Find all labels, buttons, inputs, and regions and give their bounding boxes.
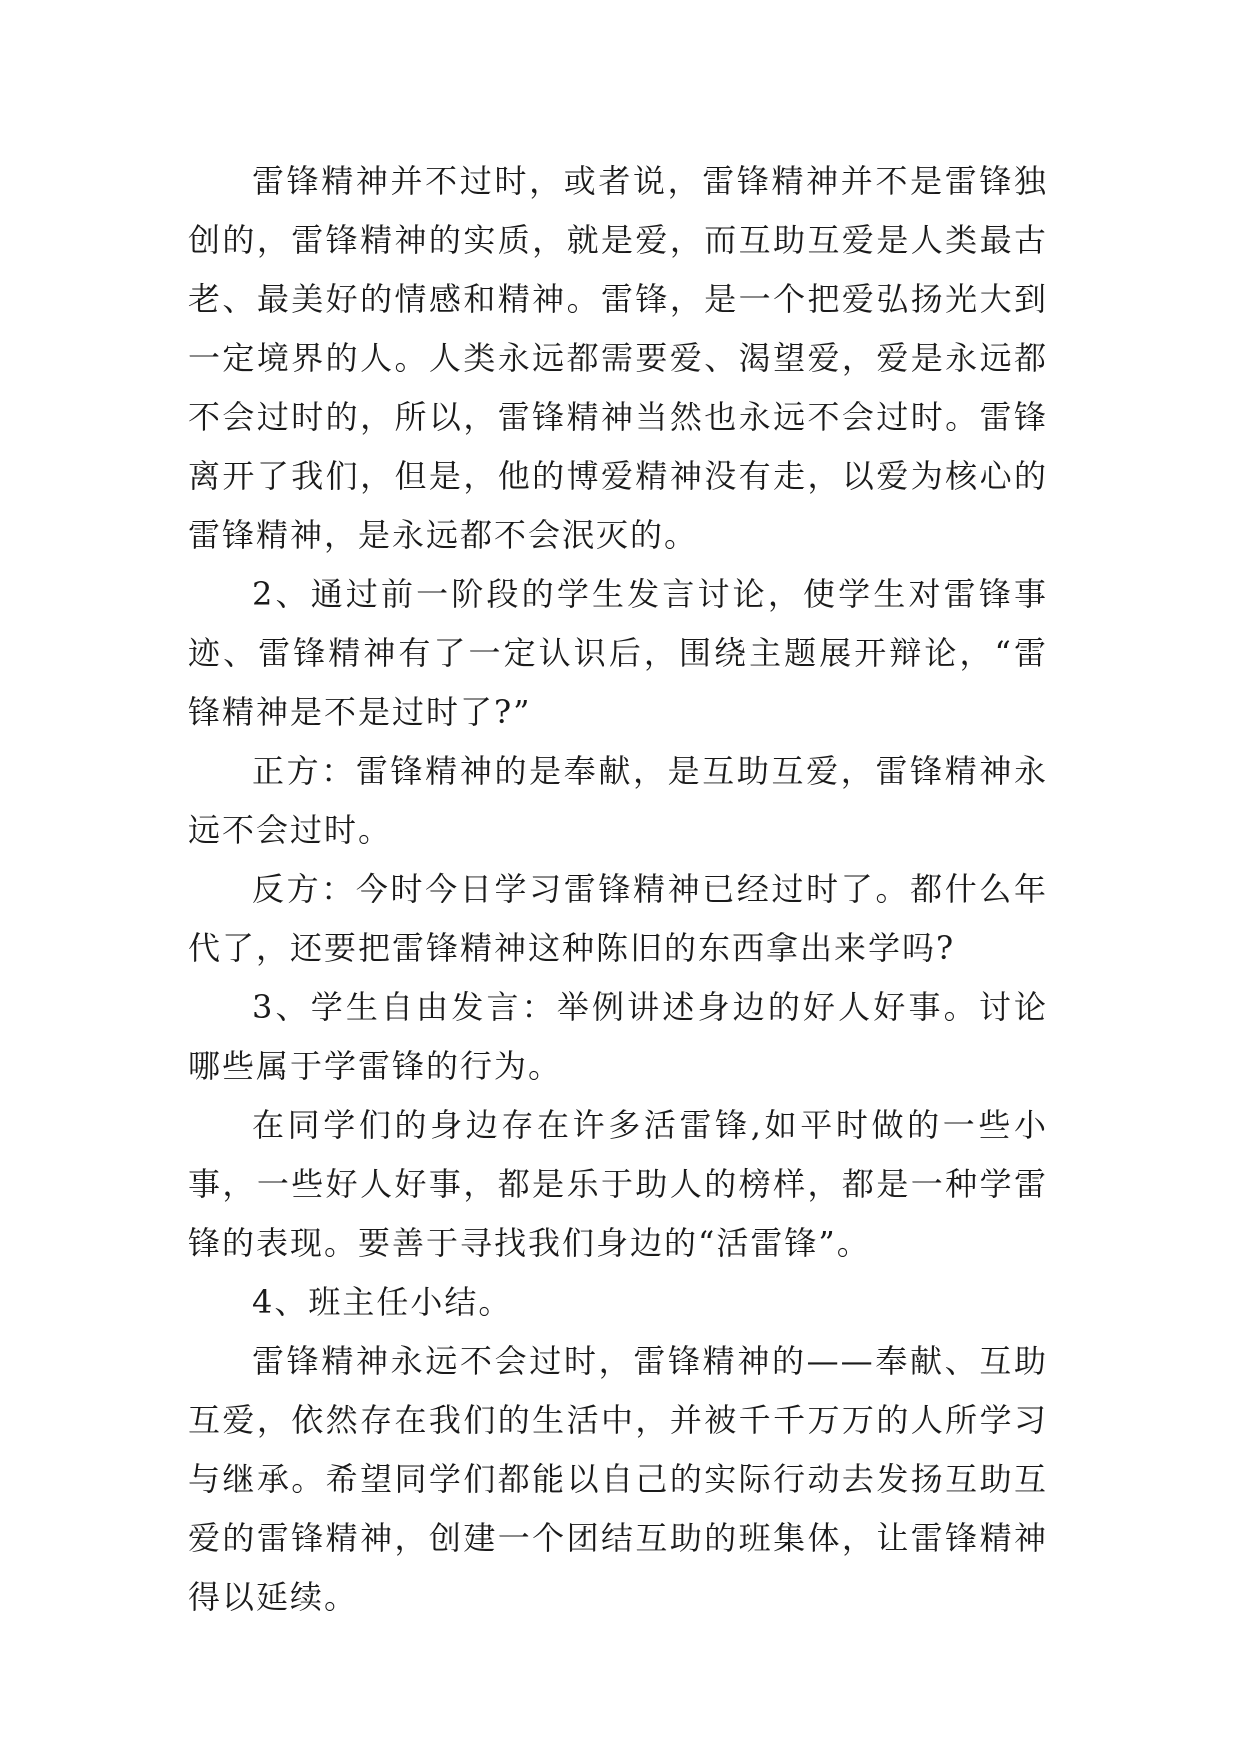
paragraph-1: 雷锋精神并不过时，或者说，雷锋精神并不是雷锋独创的，雷锋精神的实质，就是爱，而互助互爱是人类最古老、最美好的情感和精神。雷锋，是一个把爱弘扬光大到一定境界的人。人类永远都需要爱、渴望爱，爱是永远都不会过时的，所以，雷锋精神当然也永远不会过时。雷锋离开了我们，但是，他的博爱精神没有走，以爱为核心的雷锋精神，是永远都不会泯灭的。 — [188, 162, 1048, 554]
paragraph-4: 反方：今时今日学习雷锋精神已经过时了。都什么年代了，还要把雷锋精神这种陈旧的东西拿出来学吗? — [188, 870, 1048, 967]
paragraph-6: 在同学们的身边存在许多活雷锋,如平时做的一些小事，一些好人好事，都是乐于助人的榜样，都是一种学雷锋的表现。要善于寻找我们身边的“活雷锋”。 — [188, 1106, 1048, 1262]
paragraph-2: 2、通过前一阶段的学生发言讨论，使学生对雷锋事迹、雷锋精神有了一定认识后，围绕主题展开辩论，“雷锋精神是不是过时了?” — [188, 575, 1048, 731]
document-body — [188, 152, 1048, 1627]
paragraph-8: 雷锋精神永远不会过时，雷锋精神的——奉献、互助互爱，依然存在我们的生活中，并被千千万万的人所学习与继承。希望同学们都能以自己的实际行动去发扬互助互爱的雷锋精神，创建一个团结互助的班集体，让雷锋精神得以延续。 — [188, 1342, 1048, 1616]
paragraph-5: 3、学生自由发言：举例讲述身边的好人好事。讨论哪些属于学雷锋的行为。 — [188, 988, 1048, 1085]
paragraph-7: 4、班主任小结。 — [252, 1283, 513, 1321]
paragraph-3: 正方：雷锋精神的是奉献，是互助互爱，雷锋精神永远不会过时。 — [188, 752, 1048, 849]
